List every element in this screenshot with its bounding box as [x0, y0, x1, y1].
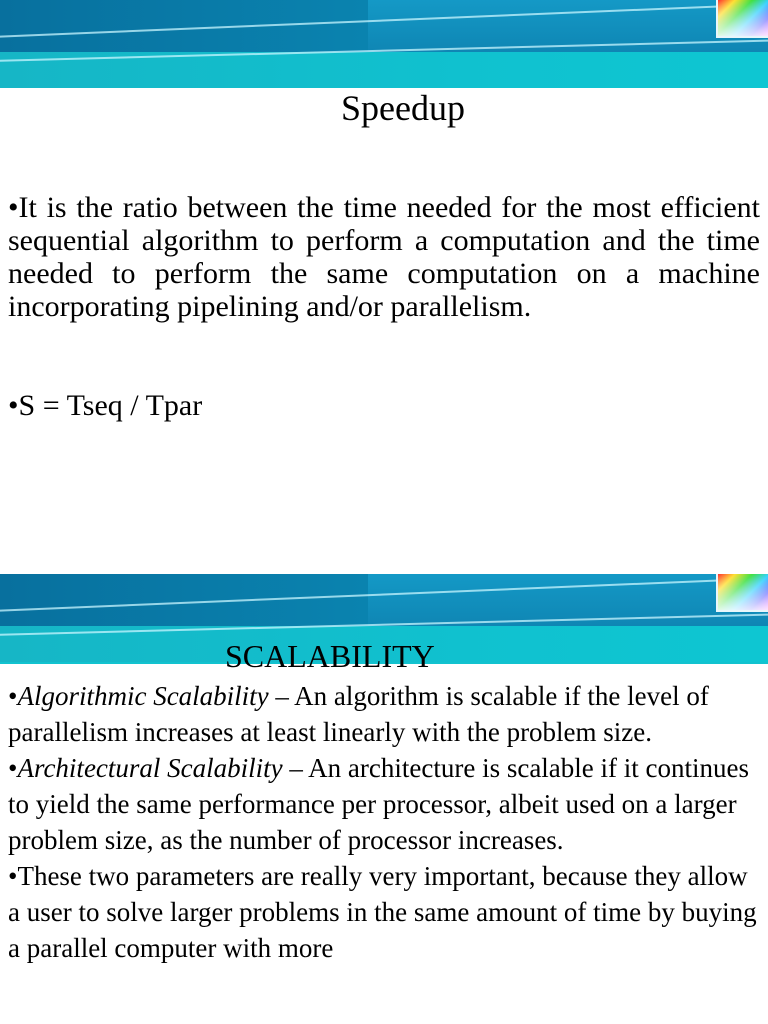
- bullet-paragraph: [8, 191, 760, 323]
- list-item: [8, 678, 763, 750]
- color-palette-icon: [716, 0, 768, 38]
- speedup-formula: S = Tseq / Tpar: [18, 389, 203, 422]
- formula-line: [8, 389, 202, 423]
- slide-title: Speedup: [341, 88, 465, 128]
- list-item: [8, 750, 763, 858]
- term: Algorithmic Scalability: [17, 681, 269, 711]
- bullet-symbol: •: [8, 753, 18, 783]
- list-item: [8, 858, 763, 966]
- slide-title: SCALABILITY: [225, 638, 435, 674]
- definition-text: It is the ratio between the time needed for the most efficient sequential algorithm to perform a computation and the time needed to perform the same computation on a machine incorporating pipelining and/or parallelism.: [8, 191, 760, 323]
- item-text: – An algorithm is scalable if the level of parallelism increases at least linearly with the problem size.: [8, 681, 709, 747]
- bullet-symbol: •: [8, 191, 19, 224]
- color-palette-icon: [716, 574, 768, 612]
- bullet-list: [8, 678, 763, 966]
- item-text: These two parameters are really very important, because they allow a user to solve larger problems in the same amount of time by buying a parallel computer with more: [8, 861, 757, 963]
- item-text: – An architecture is scalable if it continues to yield the same performance per processor, albeit used on a larger problem size, as the number of processor increases.: [8, 753, 749, 855]
- bullet-symbol: •: [8, 389, 19, 422]
- header-banner: [0, 0, 768, 88]
- bullet-symbol: •: [8, 861, 18, 891]
- slide-scalability: [0, 574, 768, 1024]
- term: Architectural Scalability: [17, 753, 283, 783]
- bullet-symbol: •: [8, 681, 18, 711]
